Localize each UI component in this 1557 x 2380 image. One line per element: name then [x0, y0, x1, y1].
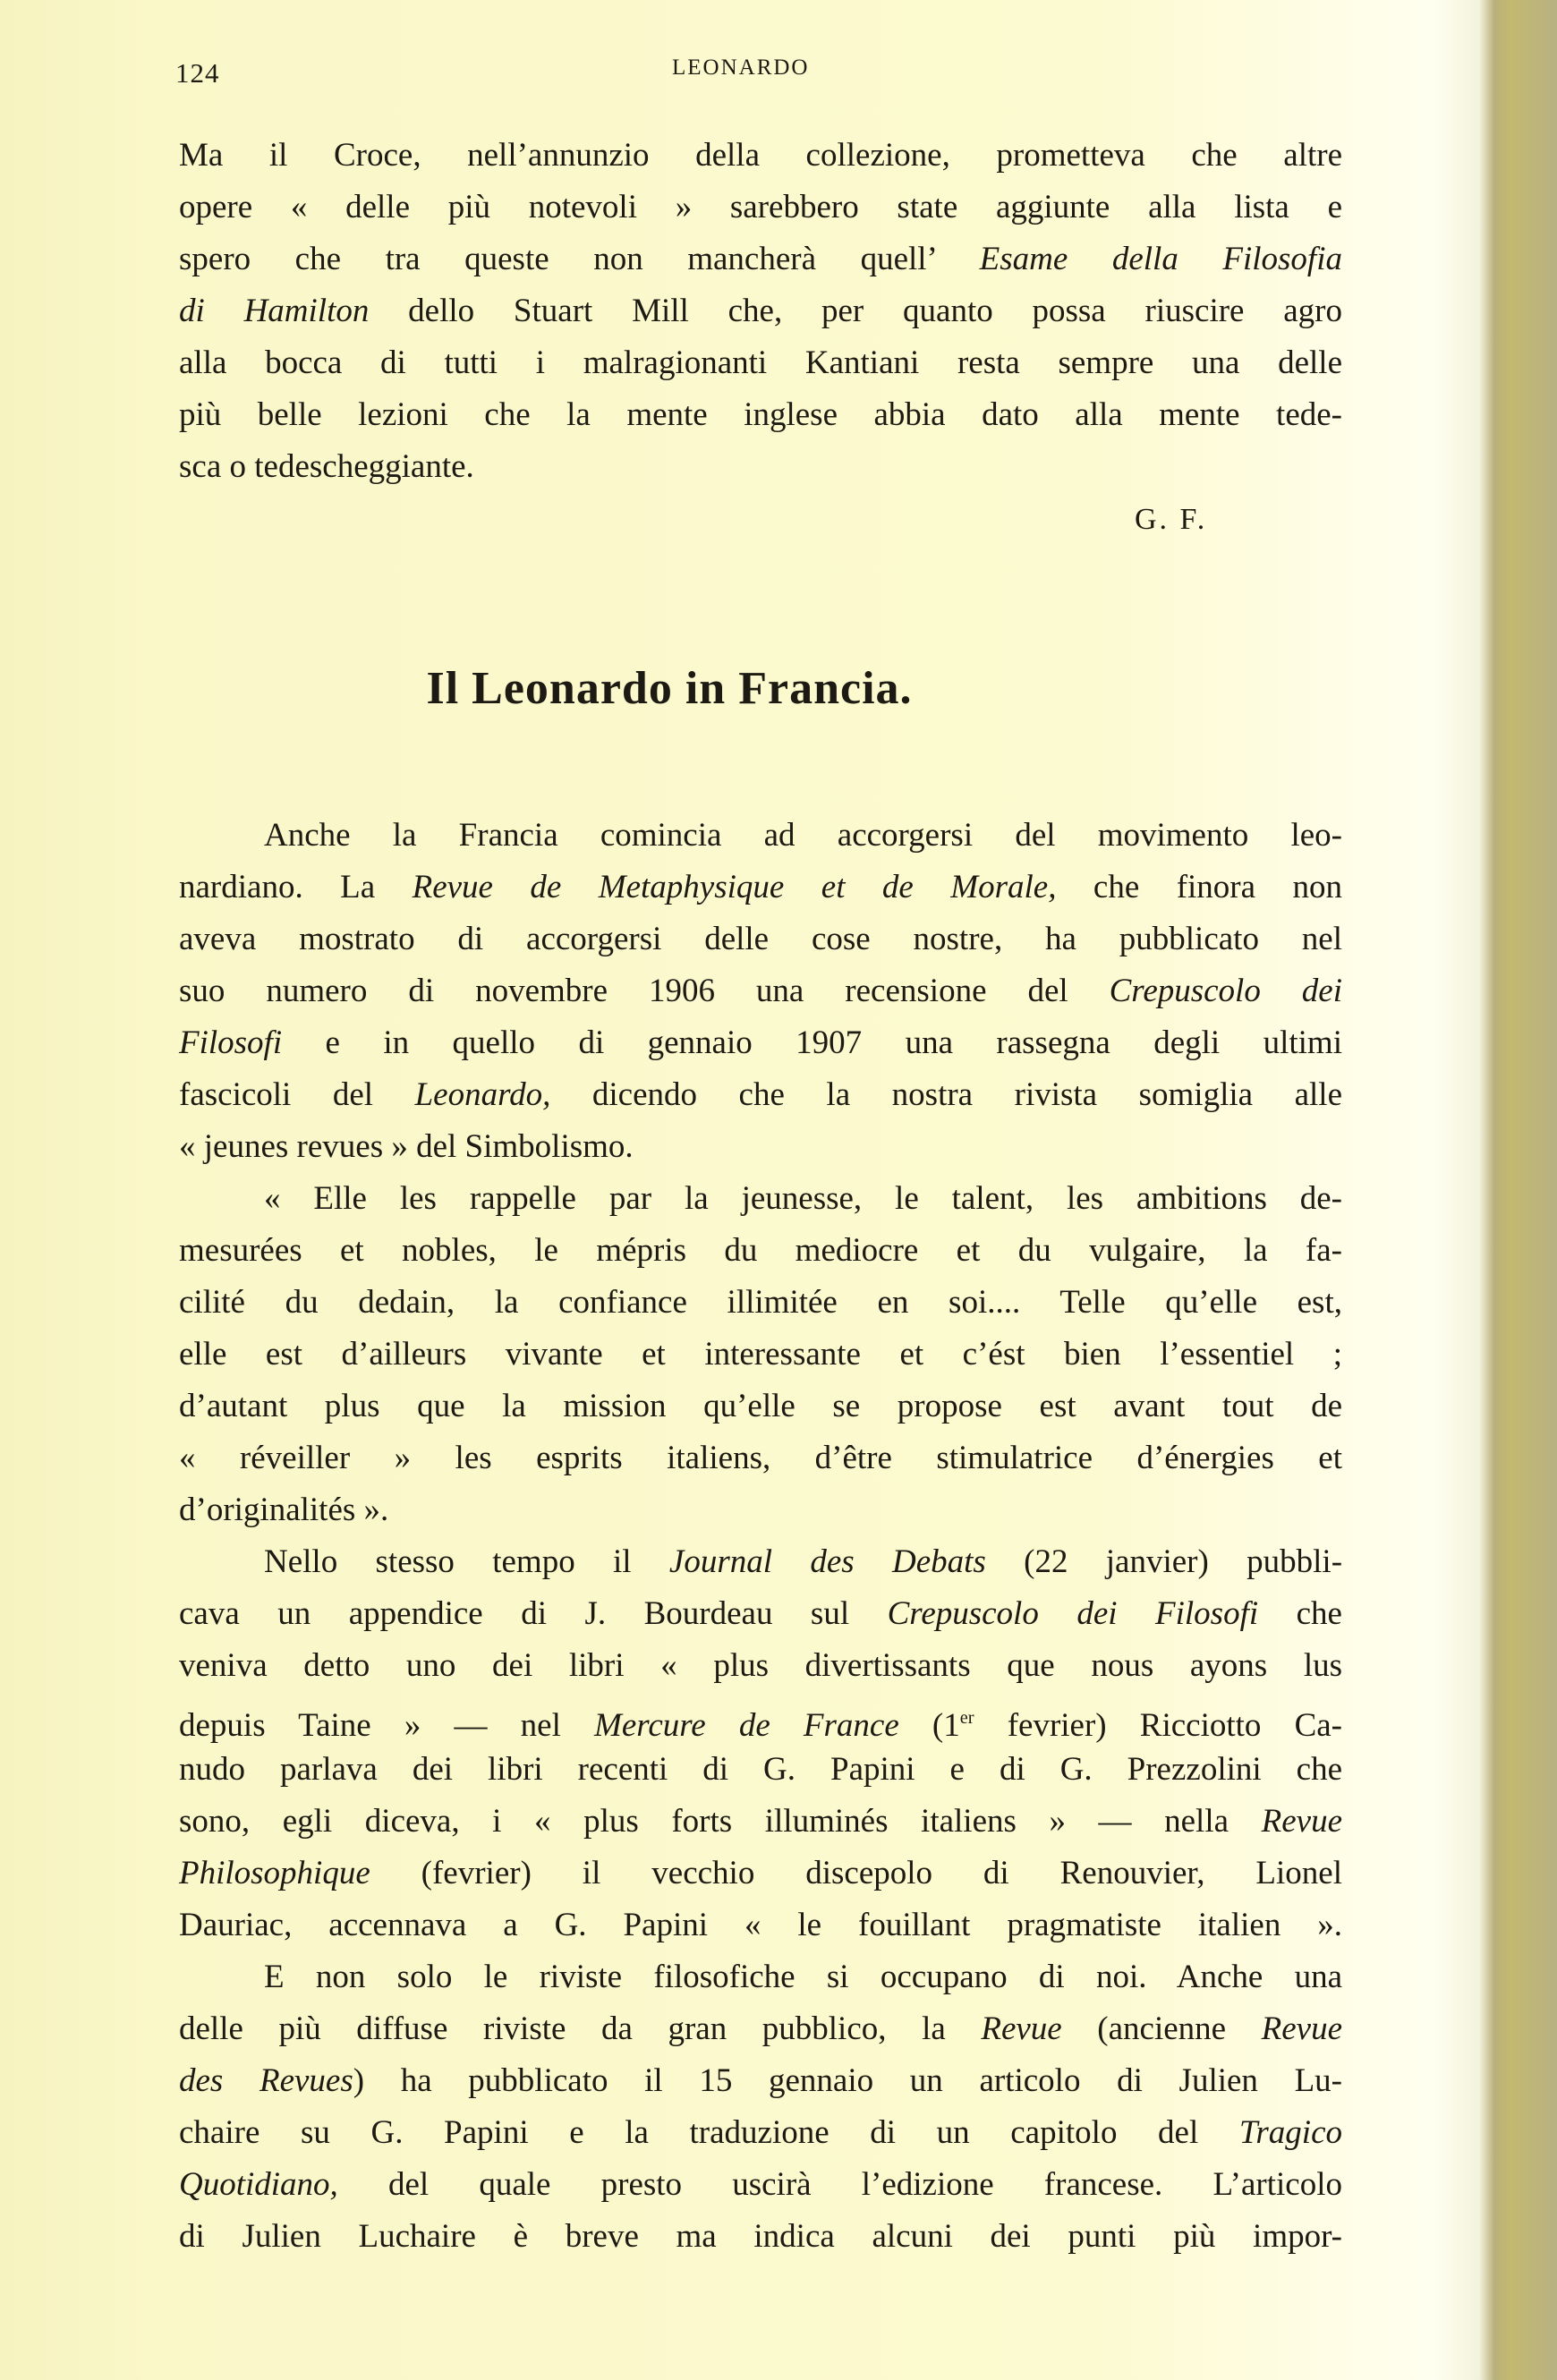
italic-title: Revue — [981, 2010, 1062, 2047]
text-run: che — [1258, 1595, 1342, 1632]
text-line — [179, 2211, 1342, 2263]
text-line — [179, 1121, 1342, 1173]
text-run: Anche la Francia comincia ad accorgersi del movimento leo- — [264, 817, 1342, 854]
text-run: sono, egli diceva, i « plus forts illuminés italiens » — nella — [179, 1803, 1262, 1840]
italic-title: Leonardo, — [414, 1076, 551, 1113]
italic-title: Tragico — [1238, 2114, 1342, 2151]
author-signature: G. F. — [1135, 503, 1208, 536]
text-line — [179, 2003, 1342, 2055]
section-title — [0, 662, 1557, 715]
italic-title: di Hamilton — [179, 293, 370, 329]
text-line — [179, 1277, 1342, 1329]
text-line — [179, 1173, 1342, 1225]
text-run: di Julien Luchaire è breve ma indica alcuni dei punti più impor- — [179, 2218, 1342, 2255]
text-line — [179, 1225, 1342, 1277]
text-run: fascicoli del — [179, 1076, 415, 1113]
text-run: delle più diffuse riviste da gran pubblico, la — [179, 2010, 982, 2047]
text-run: sca o tedescheggiante. — [179, 448, 474, 485]
italic-title: Crepuscolo dei — [1109, 973, 1342, 1009]
text-line — [179, 1329, 1342, 1381]
text-line — [179, 1017, 1342, 1069]
text-line — [179, 182, 1342, 234]
text-run: (ancienne — [1061, 2010, 1262, 2047]
text-line — [179, 1848, 1342, 1900]
text-run: del quale presto uscirà l’edizione francese. L’articolo — [337, 2166, 1342, 2203]
intro-paragraph — [179, 130, 1342, 493]
text-run: suo numero di novembre 1906 una recensione del — [179, 973, 1110, 1009]
text-run: più belle lezioni che la mente inglese abbia dato alla mente tede- — [179, 396, 1342, 433]
text-line — [179, 234, 1342, 285]
italic-title: Revue — [1261, 2010, 1343, 2047]
text-run: (1 — [898, 1707, 960, 1745]
article-body — [179, 810, 1342, 2263]
text-line — [179, 914, 1342, 965]
text-run: opere « delle più notevoli » sarebbero state aggiunte alla lista e — [179, 189, 1342, 225]
text-run: « Elle les rappelle par la jeunesse, le talent, les ambitions de- — [264, 1180, 1342, 1217]
page-header — [175, 52, 1339, 88]
text-run: « jeunes revues » del Simbolismo. — [179, 1128, 634, 1165]
text-line — [179, 1069, 1342, 1121]
italic-title: Esame della Filosofia — [979, 241, 1342, 277]
text-line — [179, 965, 1342, 1017]
text-run: cava un appendice di J. Bourdeau sul — [179, 1595, 888, 1632]
text-line — [179, 862, 1342, 914]
text-run: nardiano. La — [179, 869, 413, 905]
running-title: LEONARDO — [672, 55, 810, 80]
text-line — [179, 1432, 1342, 1484]
italic-title: des Revues — [179, 2062, 353, 2099]
text-run: alla bocca di tutti i malragionanti Kantiani resta sempre una delle — [179, 344, 1342, 381]
text-run: d’autant plus que la mission qu’elle se propose est avant tout de — [179, 1388, 1342, 1424]
text-line — [179, 2159, 1342, 2211]
italic-title: Philosophique — [179, 1855, 370, 1891]
text-line — [179, 2055, 1342, 2107]
text-run: (fevrier) il vecchio discepolo di Renouvier, Lionel — [370, 1855, 1342, 1891]
italic-title: Filosofi — [179, 1024, 283, 1061]
text-run: d’originalités ». — [179, 1492, 389, 1528]
superscript: er — [959, 1708, 974, 1728]
text-run: chaire su G. Papini e la traduzione di un capitolo del — [179, 2114, 1239, 2151]
text-line — [179, 1536, 1342, 1588]
text-line — [179, 1381, 1342, 1432]
text-line — [179, 441, 1342, 493]
page-number: 124 — [175, 57, 220, 89]
text-run: mesurées et nobles, le mépris du mediocre et du vulgaire, la fa- — [179, 1232, 1342, 1269]
text-line — [179, 1692, 1342, 1744]
italic-title: Crepuscolo dei Filosofi — [887, 1595, 1259, 1632]
text-run: Dauriac, accennava a G. Papini « le fouillant pragmatiste italien ». — [179, 1907, 1342, 1943]
italic-title: Mercure de France — [594, 1707, 899, 1745]
text-line — [179, 810, 1342, 862]
text-line — [179, 1900, 1342, 1951]
text-line — [179, 1951, 1342, 2003]
text-line — [179, 285, 1342, 337]
text-run: E non solo le riviste filosofiche si occupano di noi. Anche una — [264, 1959, 1342, 1995]
text-line — [179, 130, 1342, 182]
text-run: e in quello di gennaio 1907 una rassegna degli ultimi — [282, 1024, 1342, 1061]
text-run: Ma il Croce, nell’annunzio della collezione, prometteva che altre — [179, 137, 1342, 174]
text-line — [179, 389, 1342, 441]
text-run: spero che tra queste non mancherà quell’ — [179, 241, 980, 277]
text-run: elle est d’ailleurs vivante et interessante et c’ést bien l’essentiel ; — [179, 1336, 1342, 1373]
section-title-text: Il Leonardo in Francia. — [426, 663, 913, 714]
text-line — [179, 1640, 1342, 1692]
text-run: che finora non — [1056, 869, 1342, 905]
text-line — [179, 1484, 1342, 1536]
text-run: nudo parlava dei libri recenti di G. Papini e di G. Prezzolini che — [179, 1751, 1342, 1788]
text-run: Nello stesso tempo il — [264, 1543, 669, 1580]
text-line — [179, 337, 1342, 389]
text-line — [179, 1796, 1342, 1848]
text-run: « réveiller » les esprits italiens, d’être stimulatrice d’énergies et — [179, 1440, 1342, 1476]
text-line — [179, 2107, 1342, 2159]
italic-title: Quotidiano, — [179, 2166, 338, 2203]
text-run: fevrier) Ricciotto Ca- — [974, 1707, 1342, 1745]
text-line — [179, 1588, 1342, 1640]
italic-title: Revue de Metaphysique et de Morale, — [412, 869, 1057, 905]
text-run: ) ha pubblicato il 15 gennaio un articolo di Julien Lu- — [353, 2062, 1342, 2099]
text-run: dicendo che la nostra rivista somiglia alle — [550, 1076, 1343, 1113]
text-run: aveva mostrato di accorgersi delle cose nostre, ha pubblicato nel — [179, 921, 1342, 957]
text-run: (22 janvier) pubbli- — [985, 1543, 1343, 1580]
italic-title: Revue — [1261, 1803, 1342, 1840]
text-run: veniva detto uno dei libri « plus divertissants que nous ayons lus — [179, 1647, 1342, 1684]
text-line — [179, 1744, 1342, 1796]
text-run: cilité du dedain, la confiance illimitée en soi.... Telle qu’elle est, — [179, 1284, 1342, 1321]
italic-title: Journal des Debats — [668, 1543, 986, 1580]
text-run: depuis Taine » — nel — [179, 1707, 595, 1745]
text-run: dello Stuart Mill che, per quanto possa riuscire agro — [369, 293, 1342, 329]
